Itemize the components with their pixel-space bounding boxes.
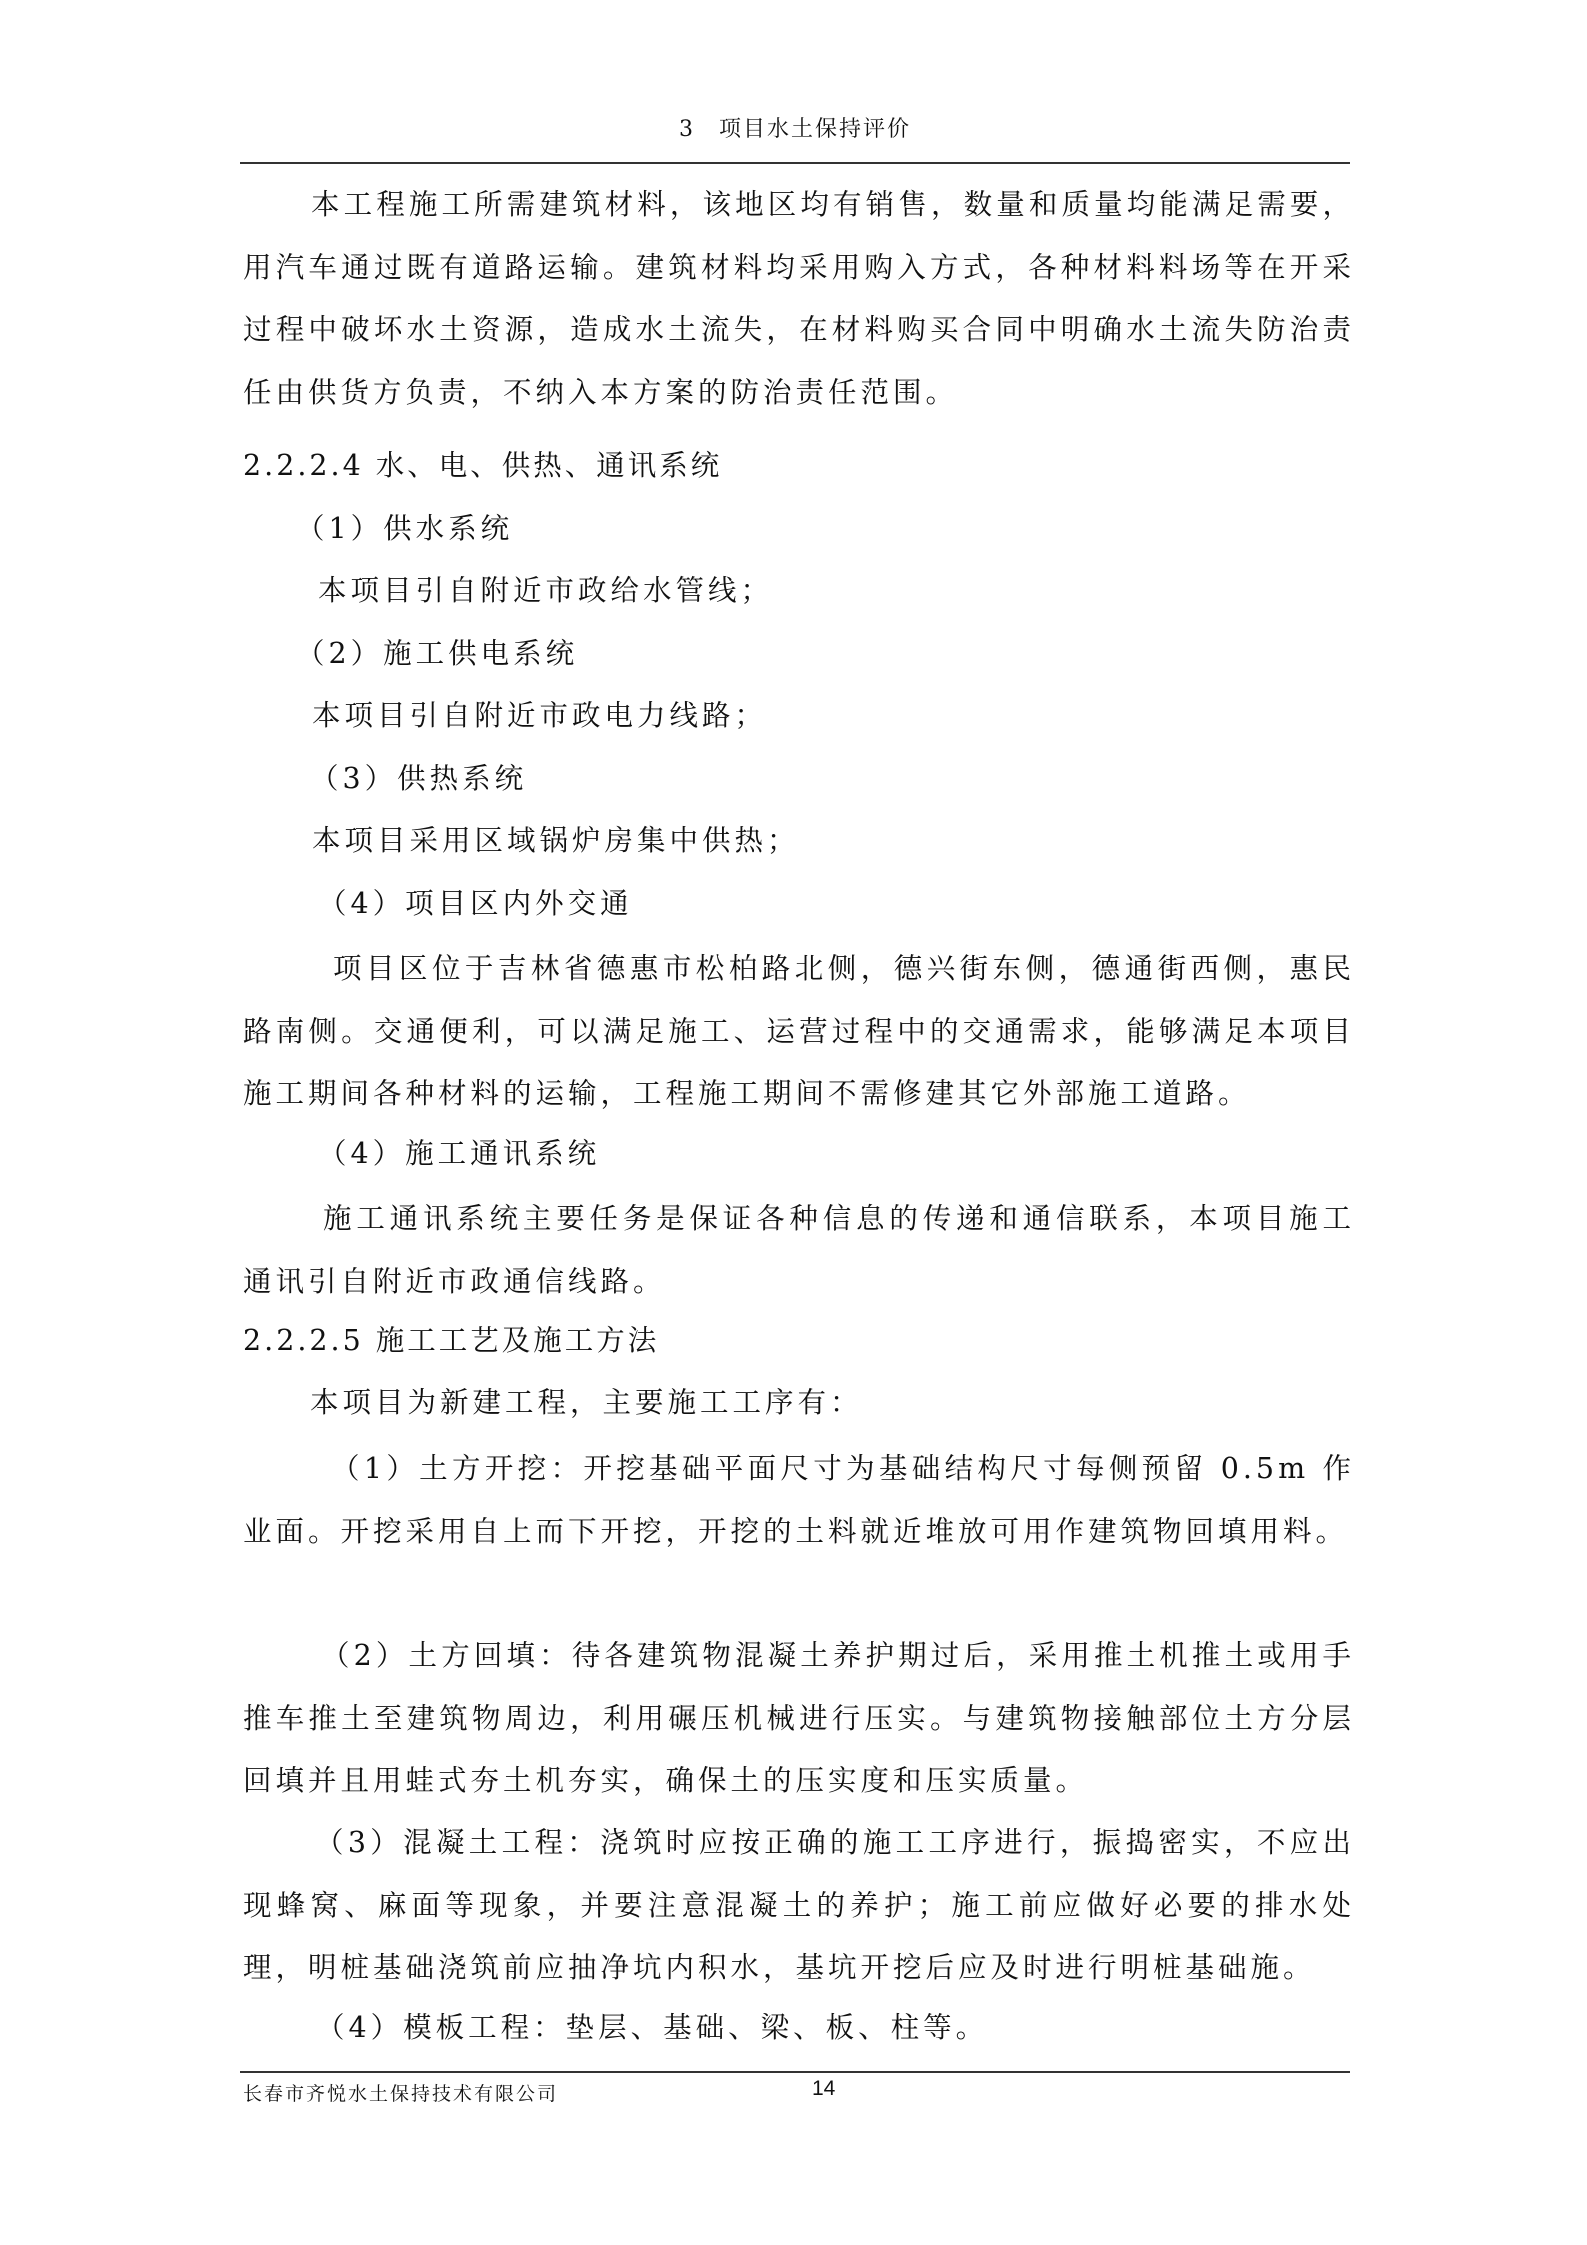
- text-water-supply: 本项目引自附近市政给水管线；: [318, 574, 774, 607]
- paragraph-materials: 本工程施工所需建筑材料，该地区均有销售，数量和质量均能满足需要，用汽车通过既有道路运输。建筑材料均采用购入方式，各种材料料场等在开采过程中破坏水土资源，造成水土流失，在材料购买合同中明确水土流失防治责任由供货方负责，不纳入本方案的防治责任范围。: [243, 188, 1355, 409]
- heading-2-2-2-4: 2.2.2.4 水、电、供热、通讯系统: [243, 449, 723, 482]
- subheading-water-supply: （1）供水系统: [296, 512, 514, 545]
- heading-2-2-2-5: 2.2.2.5 施工工艺及施工方法: [243, 1324, 660, 1357]
- paragraph-earth-excavation: （1）土方开挖：开挖基础平面尺寸为基础结构尺寸每侧预留 0.5m 作业面。开挖采用自上而下开挖，开挖的土料就近堆放可用作建筑物回填用料。: [243, 1452, 1355, 1548]
- text-power-supply: 本项目引自附近市政电力线路；: [312, 699, 768, 732]
- footer-company: 长春市齐悦水土保持技术有限公司: [243, 2083, 559, 2105]
- footer-rule: [240, 2071, 1350, 2073]
- subheading-power-supply: （2）施工供电系统: [296, 637, 579, 670]
- page-header: 3 项目水土保持评价: [679, 117, 911, 142]
- text-formwork: （4）模板工程：垫层、基础、梁、板、柱等。: [316, 2011, 989, 2044]
- paragraph-concrete-work: （3）混凝土工程：浇筑时应按正确的施工工序进行，振捣密实，不应出现蜂窝、麻面等现象，并要注意混凝土的养护；施工前应做好必要的排水处理，明桩基础浇筑前应抽净坑内积水，基坑开挖后应及时进行明桩基础施。: [243, 1826, 1355, 1984]
- paragraph-traffic: 项目区位于吉林省德惠市松柏路北侧，德兴街东侧，德通街西侧，惠民路南侧。交通便利，可以满足施工、运营过程中的交通需求，能够满足本项目施工期间各种材料的运输，工程施工期间不需修建其它外部施工道路。: [243, 952, 1355, 1110]
- paragraph-earth-backfill: （2）土方回填：待各建筑物混凝土养护期过后，采用推土机推土或用手推车推土至建筑物周边，利用碾压机械进行压实。与建筑物接触部位土方分层回填并且用蛙式夯土机夯实，确保土的压实度和压实质量。: [243, 1639, 1355, 1797]
- subheading-communication: （4）施工通讯系统: [318, 1137, 601, 1170]
- page-number: 14: [812, 2077, 836, 2100]
- subheading-traffic: （4）项目区内外交通: [318, 887, 633, 920]
- text-heating: 本项目采用区域锅炉房集中供热；: [312, 824, 800, 857]
- text-process-intro: 本项目为新建工程，主要施工工序有：: [310, 1386, 863, 1419]
- paragraph-communication: 施工通讯系统主要任务是保证各种信息的传递和通信联系，本项目施工通讯引自附近市政通信线路。: [243, 1202, 1355, 1298]
- header-rule: [240, 162, 1350, 164]
- subheading-heating: （3）供热系统: [310, 762, 528, 795]
